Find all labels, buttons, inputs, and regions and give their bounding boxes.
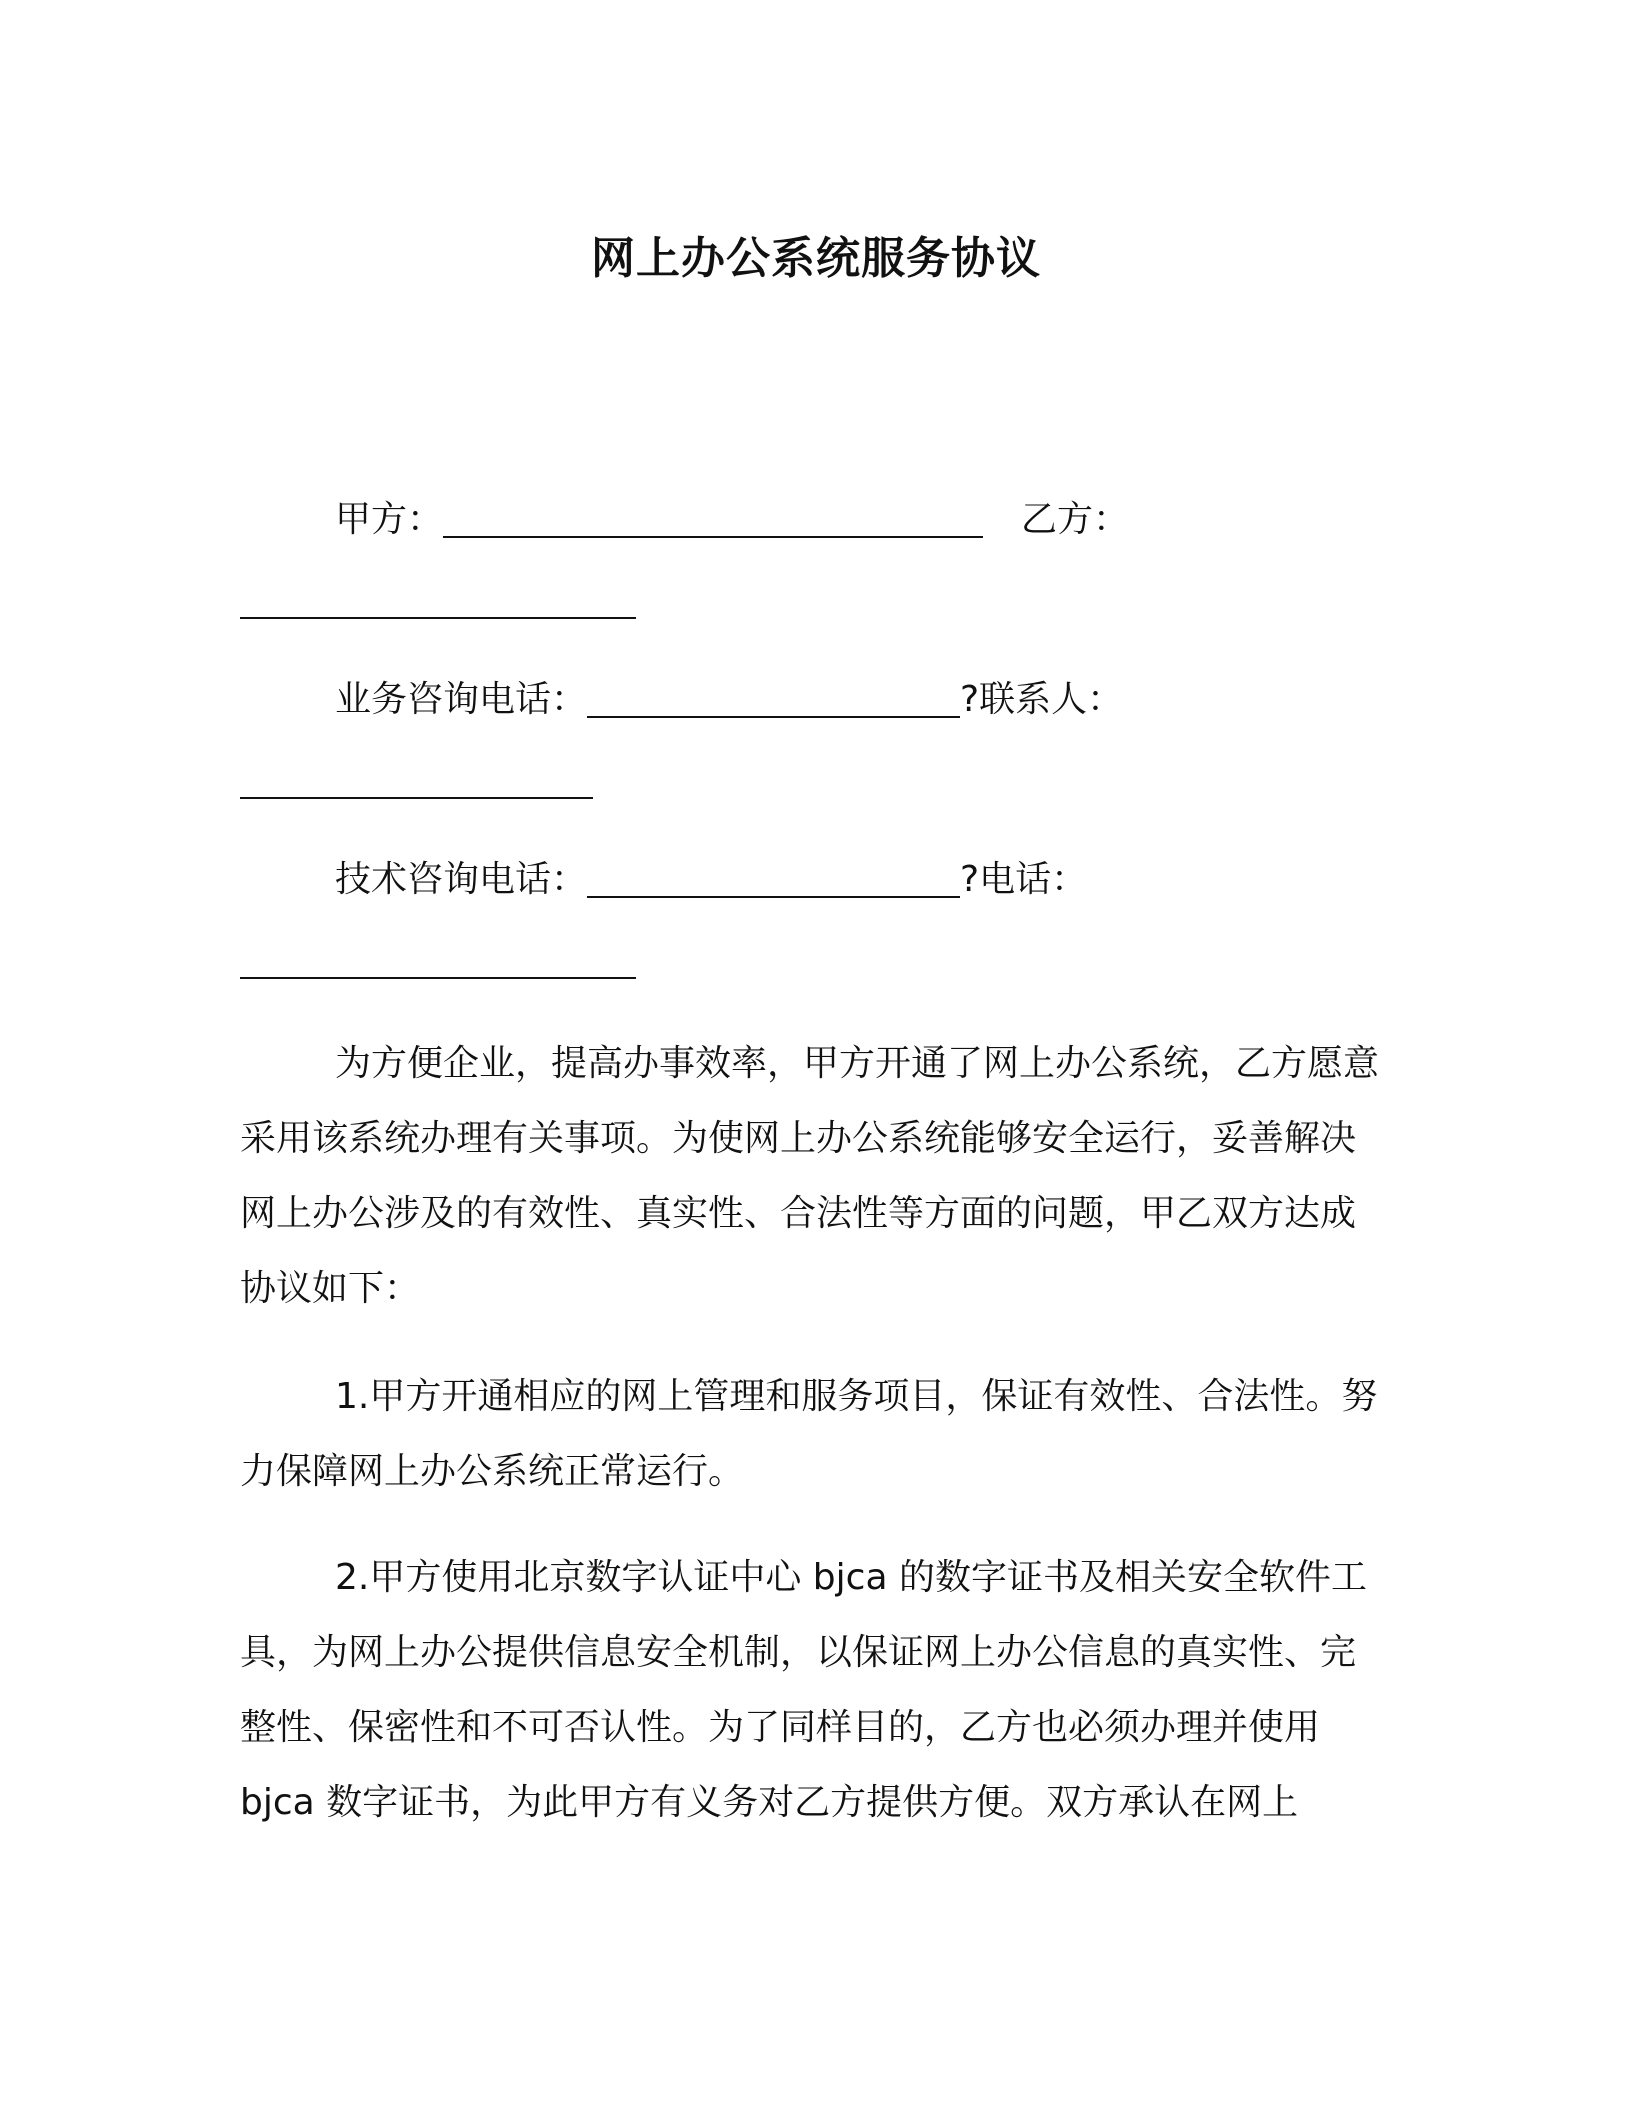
business-phone-blank <box>587 680 960 718</box>
party-b-label: 乙方： <box>1021 499 1130 540</box>
party-line <box>335 500 1129 538</box>
phone-blank <box>240 977 636 979</box>
party-a-label: 甲方： <box>335 499 444 540</box>
item-2-paragraph: 2.甲方使用北京数字认证中心 bjca 的数字证书及相关安全软件工具，为网上办公提供信息安全机制，以保证网上办公信息的真实性、完整性、保密性和不可否认性。为了同样目的，乙方也必须办理并使用 bjca 数字证书，为此甲方有义务对乙方提供方便。双方承认在网上 <box>240 1557 1367 1823</box>
contact-blank <box>240 797 593 799</box>
tech-phone-line <box>335 860 1087 898</box>
contact-label: ?联系人： <box>960 679 1124 720</box>
document-title: 网上办公系统服务协议 <box>591 233 1041 284</box>
party-b-blank <box>240 617 636 619</box>
party-a-blank <box>443 500 983 538</box>
tech-phone-label: 技术咨询电话： <box>335 859 588 900</box>
tech-phone-blank <box>587 860 960 898</box>
item-1-paragraph: 1.甲方开通相应的网上管理和服务项目，保证有效性、合法性。努力保障网上办公系统正常运行。 <box>240 1376 1378 1492</box>
business-phone-line <box>335 680 1123 718</box>
phone-label: ?电话： <box>960 859 1088 900</box>
business-phone-label: 业务咨询电话： <box>335 679 588 720</box>
intro-paragraph: 为方便企业，提高办事效率，甲方开通了网上办公系统，乙方愿意采用该系统办理有关事项。为使网上办公系统能够安全运行，妥善解决网上办公涉及的有效性、真实性、合法性等方面的问题，甲乙双方达成协议如下： <box>240 1043 1380 1309</box>
